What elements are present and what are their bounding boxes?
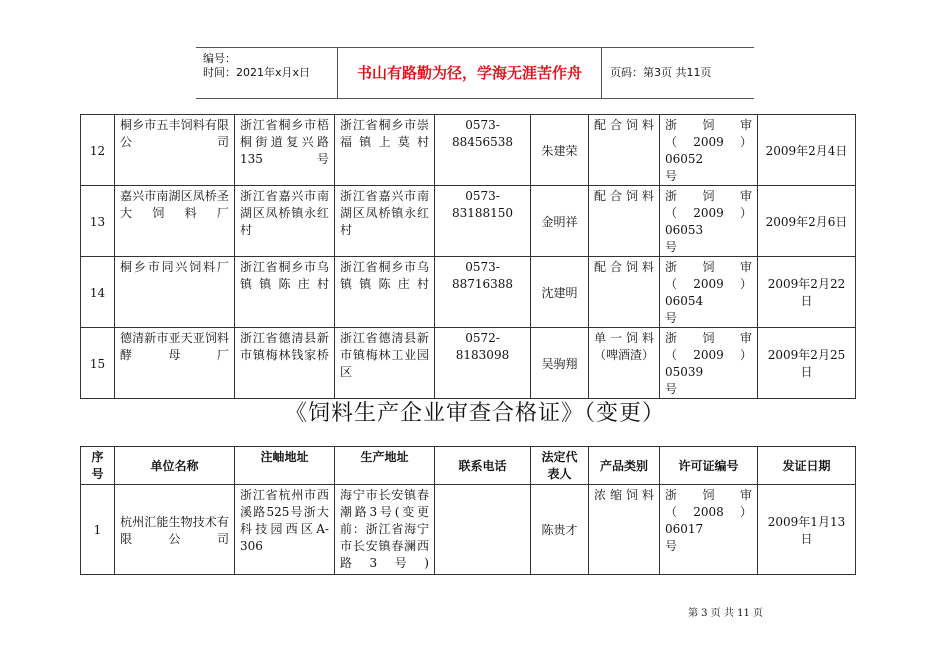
cell-production-address: 浙江省嘉兴市南湖区凤桥镇永红村 [335, 186, 435, 257]
license-line: 浙 饲 审 [665, 189, 752, 203]
cell-registered-address: 浙江省杭州市西溪路525号浙大科技园西区A-306 [235, 485, 335, 575]
cell-category: 配合饲料 [589, 257, 660, 328]
cell-phone [435, 485, 531, 575]
cell-phone: 0573-88456538 [435, 115, 531, 186]
number-label: 编号： [203, 52, 236, 65]
cell-category: 配合饲料 [589, 186, 660, 257]
table-row [81, 257, 856, 328]
license-line: （2009）05039 [665, 348, 752, 379]
cell-issue-date: 2009年2月25日 [758, 328, 856, 399]
cell-legal-rep: 吴驹翔 [531, 328, 589, 399]
cell-license-number [660, 186, 758, 257]
page-header [196, 47, 754, 99]
cell-phone: 0572-8183098 [435, 328, 531, 399]
col-header-rep: 法定代表人 [531, 447, 589, 485]
cell-license-number [660, 328, 758, 399]
license-table-change [80, 446, 856, 575]
table-row [81, 328, 856, 399]
license-line: 号 [665, 539, 678, 553]
license-line: （2009）06054 [665, 277, 752, 308]
cell-legal-rep: 金明祥 [531, 186, 589, 257]
table-row [81, 115, 856, 186]
cell-no: 12 [81, 115, 115, 186]
license-line: （2009）06052 [665, 135, 752, 166]
cell-no: 1 [81, 485, 115, 575]
cell-license-number [660, 485, 758, 575]
cell-no: 15 [81, 328, 115, 399]
cell-license-number [660, 257, 758, 328]
col-header-name: 单位名称 [115, 447, 235, 485]
cell-no: 14 [81, 257, 115, 328]
cell-issue-date: 2009年1月13日 [758, 485, 856, 575]
cell-issue-date: 2009年2月4日 [758, 115, 856, 186]
cell-company-name: 德清新市亚天亚饲料酵母厂 [115, 328, 235, 399]
header-meta [196, 48, 338, 98]
cell-production-address: 海宁市长安镇春潮路3号(变更前：浙江省海宁市长安镇春澜西路3号) [335, 485, 435, 575]
cell-production-address: 浙江省德清县新市镇梅林工业园区 [335, 328, 435, 399]
license-line: 浙 饲 审 [665, 118, 752, 132]
cell-company-name: 桐乡市同兴饲料厂 [115, 257, 235, 328]
table-row [81, 186, 856, 257]
license-table-new [80, 114, 856, 399]
time-label: 时间：2021年x月x日 [203, 66, 311, 79]
cell-legal-rep: 沈建明 [531, 257, 589, 328]
cell-issue-date: 2009年2月6日 [758, 186, 856, 257]
license-line: 号 [665, 169, 678, 183]
cell-no: 13 [81, 186, 115, 257]
license-line: 浙 饲 审 [665, 331, 752, 345]
cell-company-name: 杭州汇能生物技术有限公司 [115, 485, 235, 575]
license-line: （2009）06053 [665, 206, 752, 237]
col-header-no: 序号 [81, 447, 115, 485]
cell-category: 配合饲料 [589, 115, 660, 186]
cell-registered-address: 浙江省桐乡市乌镇镇陈庄村 [235, 257, 335, 328]
table-row [81, 485, 856, 575]
col-header-phone: 联系电话 [435, 447, 531, 485]
license-line: 浙 饲 审 [665, 260, 752, 274]
cell-legal-rep: 朱建荣 [531, 115, 589, 186]
page-footer: 第 3 页 共 11 页 [688, 608, 763, 619]
license-line: （2008）06017 [665, 505, 752, 536]
section-title: 《饲料生产企业审查合格证》（变更） [284, 401, 665, 426]
col-header-date: 发证日期 [758, 447, 856, 485]
col-header-license: 许可证编号 [660, 447, 758, 485]
license-line: 号 [665, 382, 678, 396]
cell-legal-rep: 陈贵才 [531, 485, 589, 575]
license-line: 号 [665, 311, 678, 325]
cell-phone: 0573-88716388 [435, 257, 531, 328]
cell-registered-address: 浙江省桐乡市梧桐街道复兴路135号 [235, 115, 335, 186]
table-header-row [81, 447, 856, 485]
col-header-reg-addr: 注岫地址 [235, 447, 335, 485]
license-line: 浙 饲 审 [665, 488, 752, 502]
cell-company-name: 桐乡市五丰饲料有限公司 [115, 115, 235, 186]
header-page-label: 页码：第3页 共11页 [610, 66, 712, 79]
cell-registered-address: 浙江省嘉兴市南湖区凤桥镇永红村 [235, 186, 335, 257]
cell-phone: 0573-83188150 [435, 186, 531, 257]
cell-production-address: 浙江省桐乡市乌镇镇陈庄村 [335, 257, 435, 328]
license-line: 号 [665, 240, 678, 254]
cell-issue-date: 2009年2月22日 [758, 257, 856, 328]
cell-category: 单一饲料（啤酒渣） [589, 328, 660, 399]
cell-company-name: 嘉兴市南湖区凤桥圣大饲料厂 [115, 186, 235, 257]
col-header-prod-addr: 生产地址 [335, 447, 435, 485]
header-motto: 书山有路勤为径，学海无涯苦作舟 [338, 48, 602, 98]
col-header-category: 产品类别 [589, 447, 660, 485]
cell-license-number [660, 115, 758, 186]
cell-registered-address: 浙江省德清县新市镇梅林钱家桥 [235, 328, 335, 399]
cell-production-address: 浙江省桐乡市崇福镇上莫村 [335, 115, 435, 186]
cell-category: 浓缩饲料 [589, 485, 660, 575]
